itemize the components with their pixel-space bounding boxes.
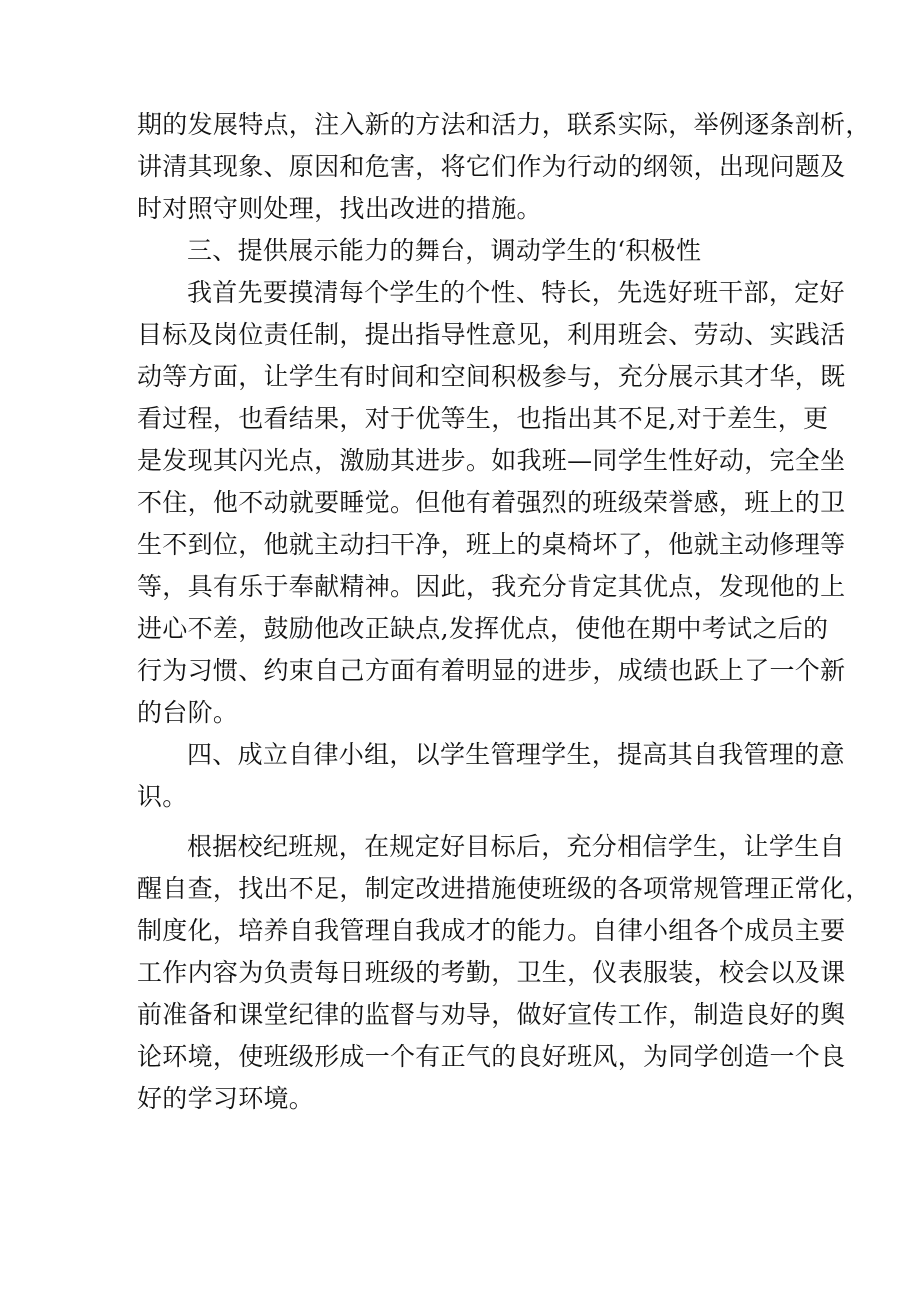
text-line: 时对照守则处理，找出改进的措施。 <box>137 194 542 223</box>
text-line: 醒自查，找出不足，制定改进措施使班级的各项常规管理正常化， <box>137 874 871 903</box>
text-line: 论环境，使班级形成一个有正气的良好班风，为同学创造一个良 <box>137 1042 846 1071</box>
text-line: 动等方面，让学生有时间和空间积极参与，充分展示其才华，既 <box>137 362 846 391</box>
text-line: 的台阶。 <box>137 698 239 727</box>
text-line: 等，具有乐于奉献精神。因此，我充分肯定其优点，发现他的上 <box>137 572 846 601</box>
text-line: 好的学习环境。 <box>137 1084 315 1113</box>
text-line: 看过程，也看结果，对于优等生，也指出其不足,对于差生，更 <box>137 404 829 433</box>
text-line: 目标及岗位责任制，提出指导性意见，利用班会、劳动、实践活 <box>137 320 846 349</box>
text-line: 是发现其闪光点，激励其进步。如我班—同学生性好动，完全坐 <box>137 446 846 475</box>
text-line: 根据校纪班规，在规定好目标后，充分相信学生，让学生自 <box>187 832 845 861</box>
section-heading: 四、成立自律小组，以学生管理学生，提高其自我管理的意 <box>187 740 845 769</box>
text-line: 期的发展特点，注入新的方法和活力，联系实际，举例逐条剖析， <box>137 110 871 139</box>
text-line: 识。 <box>137 782 188 811</box>
text-line: 我首先要摸清每个学生的个性、特长，先选好班干部，定好 <box>187 278 845 307</box>
text-line: 讲清其现象、原因和危害，将它们作为行动的纲领，出现问题及 <box>137 152 846 181</box>
text-line: 进心不差，鼓励他改正缺点,发挥优点，使他在期中考试之后的 <box>137 614 829 643</box>
text-line: 前准备和课堂纪律的监督与劝导，做好宣传工作，制造良好的舆 <box>137 1000 846 1029</box>
text-line: 不住，他不动就要睡觉。但他有着强烈的班级荣誉感，班上的卫 <box>137 488 846 517</box>
text-line: 制度化，培养自我管理自我成才的能力。自律小组各个成员主要 <box>137 916 846 945</box>
text-line: 工作内容为负责每日班级的考勤，卫生，仪表服装，校会以及课 <box>137 958 846 987</box>
text-line: 行为习惯、约束自己方面有着明显的进步，成绩也跃上了一个新 <box>137 656 846 685</box>
section-heading: 三、提供展示能力的舞台，调动学生的‘积极性 <box>187 236 702 265</box>
text-line: 生不到位，他就主动扫干净，班上的桌椅坏了，他就主动修理等 <box>137 530 846 559</box>
